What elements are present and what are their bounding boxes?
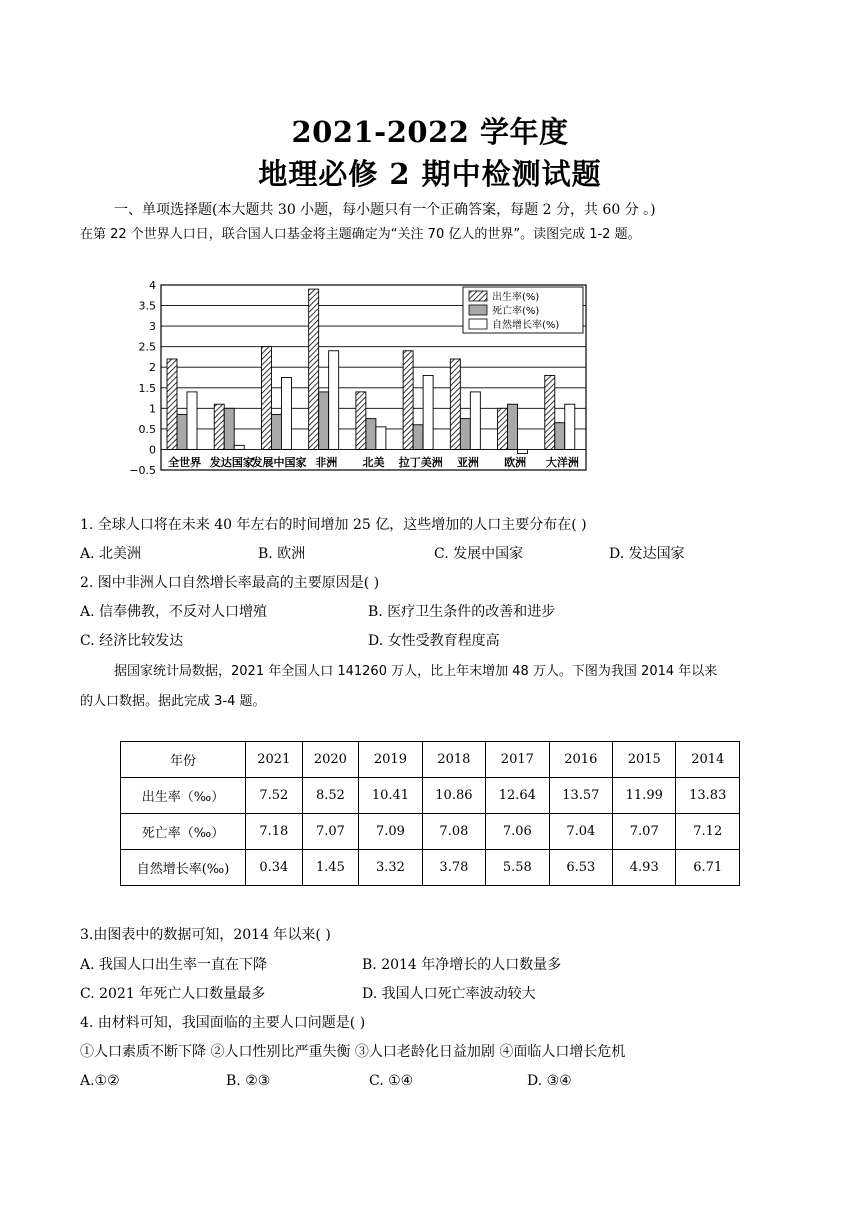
exam-subject-title: 地理必修 2 期中检测试题 [258,157,602,191]
section-instructions: 一、单项选择题(本大题共 30 小题，每小题只有一个正确答案，每题 2 分，共 60 分 。) [114,202,656,218]
bar-death [366,419,376,450]
question-4-stem: 4. 由材料可知，我国面临的主要人口问题是( ) [80,1015,366,1031]
table-header-cell: 年份 [121,742,246,778]
table-header-cell: 2019 [359,742,422,778]
table-header-cell: 2017 [486,742,549,778]
legend-swatch [469,319,487,329]
table-cell: 13.57 [549,778,612,814]
table-cell: 7.18 [246,814,303,850]
table-cell: 6.71 [676,850,740,886]
bar-birth [545,375,555,449]
table-cell: 7.08 [422,814,485,850]
table-cell: 7.07 [613,814,676,850]
q3-option-d[interactable]: D. 我国人口死亡率波动较大 [362,986,536,1002]
bar-death [177,415,187,450]
bar-death [555,423,565,450]
table-cell: 8.52 [302,778,359,814]
bar-death [460,419,470,450]
bar-birth [450,359,460,449]
table-cell: 1.45 [302,850,359,886]
bar-birth [309,289,319,449]
table-cell: 5.58 [486,850,549,886]
legend-label: 自然增长率(%) [492,320,560,331]
table-cell: 3.32 [359,850,422,886]
legend-swatch [469,305,487,315]
bar-death [271,415,281,450]
bar-growth [187,392,197,450]
x-category-label: 发展中国家 [251,456,307,469]
bar-growth [329,351,339,450]
bar-birth [403,351,413,450]
bar-growth [234,445,244,449]
q4-option-c[interactable]: C. ①④ [369,1073,414,1089]
population-rates-chart [128,272,598,482]
q3-option-a[interactable]: A. 我国人口出生率一直在下降 [80,957,268,973]
q4-statements: ①人口素质不断下降 ②人口性别比严重失衡 ③人口老龄化日益加剧 ④面临人口增长危机 [80,1044,626,1060]
y-tick-label: 3 [149,320,156,334]
q3-option-c[interactable]: C. 2021 年死亡人口数量最多 [80,986,266,1002]
table-header-cell: 2021 [246,742,303,778]
q2-option-d[interactable]: D. 女性受教育程度高 [368,633,500,649]
bar-death [224,408,234,449]
table-cell: 13.83 [676,778,740,814]
legend-swatch [469,291,487,301]
table-cell: 7.09 [359,814,422,850]
y-tick-label: 2.5 [138,340,156,354]
x-category-label: 非洲 [315,456,338,469]
x-category-label: 拉丁美洲 [398,456,443,469]
table-header-cell: 2016 [549,742,612,778]
table-row [121,778,740,814]
table-cell: 7.12 [676,814,740,850]
y-tick-label: 4 [149,279,156,292]
table-cell: 7.07 [302,814,359,850]
x-category-label: 发达国家 [209,456,254,469]
table-cell: 10.41 [359,778,422,814]
q2-option-b[interactable]: B. 医疗卫生条件的改善和进步 [368,604,556,620]
y-tick-label: 0 [149,443,156,457]
table-header-cell: 2014 [676,742,740,778]
q1-option-a[interactable]: A. 北美洲 [80,546,142,562]
question-3-stem: 3.由图表中的数据可知，2014 年以来( ) [80,927,331,943]
table-cell: 12.64 [486,778,549,814]
exam-year-title: 2021-2022 学年度 [291,115,569,149]
y-tick-label: 1 [149,402,156,416]
x-category-label: 大洋洲 [545,456,579,469]
question-context: 在第 22 个世界人口日，联合国人口基金将主题确定为“关注 70 亿人的世界”。读图完成 1-2 题。 [80,227,641,242]
bar-birth [356,392,366,450]
question-2-stem: 2. 图中非洲人口自然增长率最高的主要原因是( ) [80,575,380,591]
table-cell: 7.52 [246,778,303,814]
x-category-label: 北美 [362,456,385,469]
bar-birth [498,408,508,449]
legend-label: 死亡率(%) [492,306,540,317]
q4-option-a[interactable]: A.①② [80,1073,120,1089]
q2-option-c[interactable]: C. 经济比较发达 [80,633,184,649]
passage-line-2: 的人口数据。据此完成 3-4 题。 [80,694,266,709]
x-category-label: 欧洲 [504,456,527,469]
table-row [121,850,740,886]
bar-growth [423,375,433,449]
table-header-row [121,742,740,778]
bar-growth [518,449,528,453]
bar-death [413,425,423,450]
q1-option-b[interactable]: B. 欧洲 [258,546,306,562]
y-tick-label: 0.5 [138,422,156,436]
table-cell: 0.34 [246,850,303,886]
bar-growth [281,378,291,450]
row-label: 死亡率（‰） [121,814,246,850]
passage-line-1: 据国家统计局数据，2021 年全国人口 141260 万人，比上年末增加 48 万人。下图为我国 2014 年以来 [114,664,718,679]
table-header-cell: 2018 [422,742,485,778]
x-category-label: 全世界 [168,456,202,469]
bar-death [319,392,329,450]
bar-growth [376,427,386,450]
q4-option-d[interactable]: D. ③④ [527,1073,572,1089]
question-1-stem: 1. 全球人口将在未来 40 年左右的时间增加 25 亿，这些增加的人口主要分布在( ) [80,517,587,533]
q3-option-b[interactable]: B. 2014 年净增长的人口数量多 [362,957,562,973]
bar-death [508,404,518,449]
legend-label: 出生率(%) [492,292,540,303]
x-category-label: 亚洲 [456,456,479,469]
y-tick-label: 2 [149,361,156,375]
table-header-cell: 2020 [302,742,359,778]
table-cell: 3.78 [422,850,485,886]
y-tick-label: 3.5 [138,299,156,313]
y-tick-label: −0.5 [129,464,156,477]
table-cell: 11.99 [613,778,676,814]
population-data-table [120,741,740,886]
row-label: 自然增长率(‰) [121,850,246,886]
table-row [121,814,740,850]
q1-option-d[interactable]: D. 发达国家 [609,546,685,562]
q4-option-b[interactable]: B. ②③ [226,1073,271,1089]
bar-birth [214,404,224,449]
q2-option-a[interactable]: A. 信奉佛教，不反对人口增殖 [80,604,268,620]
table-cell: 4.93 [613,850,676,886]
table-cell: 6.53 [549,850,612,886]
table-cell: 7.04 [549,814,612,850]
bar-birth [261,347,271,450]
y-tick-label: 1.5 [138,381,156,395]
table-header-cell: 2015 [613,742,676,778]
bar-growth [470,392,480,450]
table-cell: 7.06 [486,814,549,850]
bar-growth [565,404,575,449]
row-label: 出生率（‰） [121,778,246,814]
bar-birth [167,359,177,449]
q1-option-c[interactable]: C. 发展中国家 [434,546,524,562]
table-cell: 10.86 [422,778,485,814]
